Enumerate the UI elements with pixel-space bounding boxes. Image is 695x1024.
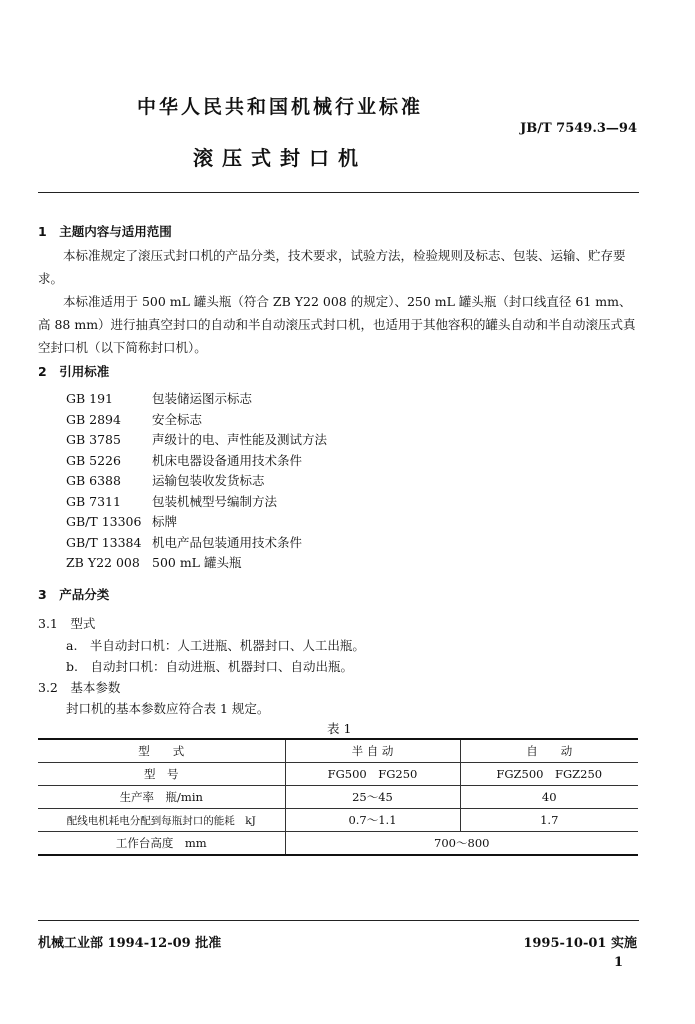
header-divider [38, 192, 639, 193]
ref-code: GB 2894 [66, 411, 121, 427]
ref-title: 机电产品包装通用技术条件 [152, 534, 303, 550]
ref-title: 500 mL 罐头瓶 [152, 555, 242, 570]
table-cell: 工作台高度 mm [38, 832, 285, 856]
table-caption: 表 1 [327, 721, 352, 736]
table-row [38, 809, 638, 832]
table-cell: 配线电机耗电分配到每瓶封口的能耗 kJ [38, 809, 285, 832]
table-cell: 型 号 [38, 763, 285, 786]
issuing-organization: 中华人民共和国机械行业标准 [137, 96, 424, 118]
referenced-standards-list [66, 389, 327, 574]
ref-title: 声级计的电、声性能及测试方法 [152, 432, 328, 447]
table-row [38, 832, 638, 856]
ref-code: GB/T 13384 [66, 534, 142, 550]
ref-title: 标牌 [152, 514, 178, 529]
table-header-cell: 型 式 [38, 739, 285, 763]
table-cell: 0.7～1.1 [285, 809, 460, 832]
list-item [66, 492, 327, 513]
standard-number: JB/T 7549.3—94 [520, 121, 637, 136]
list-item [66, 512, 327, 533]
section-1-paragraph-1: 本标准规定了滚压式封口机的产品分类，技术要求，试验方法，检验规则及标志、包装、运输、贮存要求。 [38, 248, 626, 286]
section-3-2-text: 封口机的基本参数应符合表 1 规定。 [66, 701, 270, 716]
table-cell: FGZ500 FGZ250 [460, 763, 638, 786]
ref-title: 包装储运图示标志 [152, 391, 253, 406]
section-3-2-heading: 3.2 基本参数 [38, 680, 121, 695]
ref-code: GB 7311 [66, 493, 121, 509]
list-item [66, 553, 327, 574]
list-item [66, 533, 327, 554]
section-2-heading: 2 引用标准 [38, 364, 110, 379]
basic-parameters-table [38, 738, 638, 856]
list-item [66, 410, 327, 431]
table-header-cell: 半 自 动 [285, 739, 460, 763]
ref-title: 机床电器设备通用技术条件 [152, 452, 303, 468]
table-cell: 40 [460, 786, 638, 809]
section-1-paragraph-2: 本标准适用于 500 mL 罐头瓶（符合 ZB Y22 008 的规定）、250 mL 罐头瓶（封口线直径 61 mm、高 88 mm）进行抽真空封口的自动和半自动滚压式封口机，也适用于其他容积的罐头自动和半自动滚压式真空封口机（以下简称封口机）。 [38, 294, 636, 355]
ref-title: 运输包装收发货标志 [152, 473, 265, 488]
table-row [38, 786, 638, 809]
ref-code: GB 5226 [66, 452, 121, 468]
table-cell: FG500 FG250 [285, 763, 460, 786]
section-3-1-item-b: b. 自动封口机：自动进瓶、机器封口、自动出瓶。 [66, 659, 353, 674]
ref-title: 包装机械型号编制方法 [152, 493, 278, 509]
table-cell: 1.7 [460, 809, 638, 832]
ref-title: 安全标志 [152, 411, 203, 427]
table-row [38, 763, 638, 786]
approval-statement: 机械工业部 1994-12-09 批准 [38, 936, 222, 951]
page-number: 1 [613, 955, 623, 970]
ref-code: GB 191 [66, 391, 114, 406]
table-header-row [38, 739, 638, 763]
document-title: 滚压式封口机 [193, 146, 367, 170]
ref-code: ZB Y22 008 [66, 555, 140, 570]
list-item [66, 430, 327, 451]
table-cell: 700～800 [285, 832, 638, 856]
table-header-cell: 自 动 [460, 739, 638, 763]
ref-code: GB 6388 [66, 473, 121, 488]
section-3-1-heading: 3.1 型式 [38, 616, 96, 631]
ref-code: GB/T 13306 [66, 514, 142, 529]
section-3-heading: 3 产品分类 [38, 587, 110, 602]
table-cell: 生产率 瓶/min [38, 786, 285, 809]
section-3-1-item-a: a. 半自动封口机：人工进瓶、机器封口、人工出瓶。 [66, 638, 365, 653]
table-cell: 25～45 [285, 786, 460, 809]
ref-code: GB 3785 [66, 432, 121, 447]
section-1-heading: 1 主题内容与适用范围 [38, 224, 172, 239]
list-item [66, 471, 327, 492]
list-item [66, 389, 327, 410]
footer-divider [38, 920, 639, 921]
implementation-date: 1995-10-01 实施 [523, 936, 637, 951]
list-item [66, 451, 327, 472]
